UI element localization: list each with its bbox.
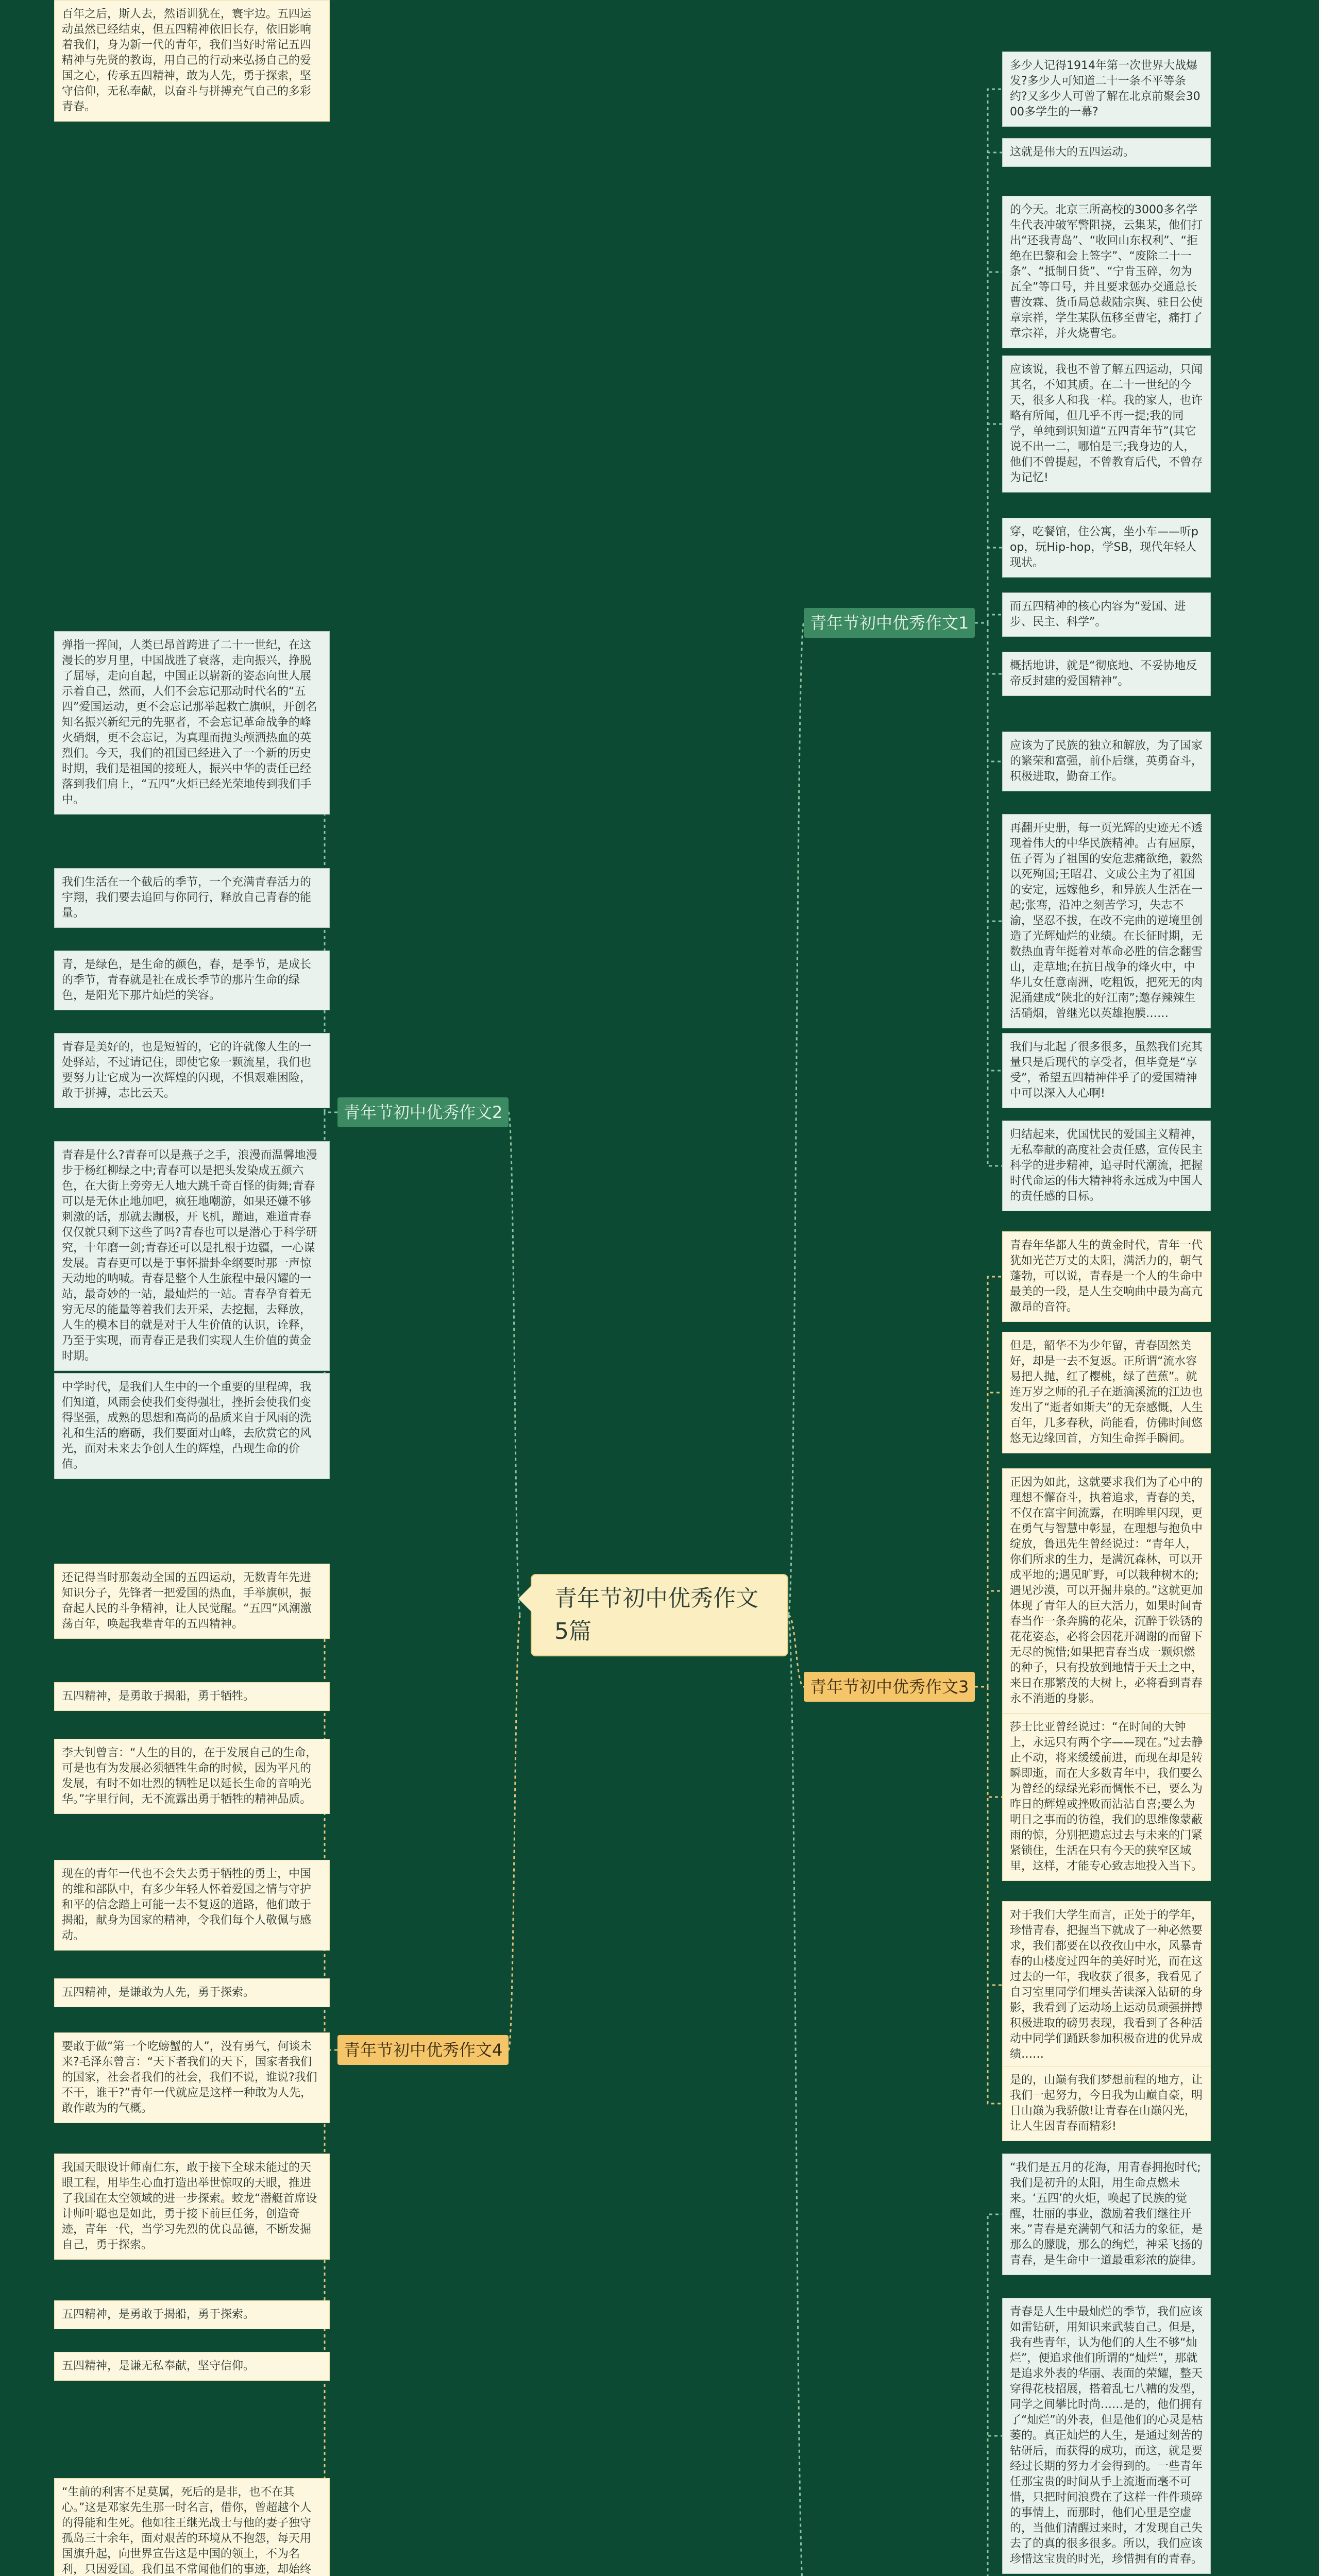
leaf-text: 我们与北起了很多很多，虽然我们充其量只是后现代的享受者，但毕竟是“享受”，希望五四精神伴乎了的爱国精神中可以深入人心啊! [1002,1033,1211,1108]
leaf-text: 青春是什么?青春可以是燕子之手，浪漫而温馨地漫步于杨红柳绿之中;青春可以是把头发染成五颜六色，在大街上旁旁无人地大跳千奇百怪的街舞;青春可以是无休止地加吧，疯狂地嘲游，如果还嫌不够刺激的话，那就去蹦极，开飞机，蹦迪，难道青春仅仅就只剩下这些了吗?青春也可以是潜心于科学研究，十年磨一剑;青春还可以是扎根于边疆，一心谋发展。青春更可以是于事怀揣卦伞纲要时那一声惊天动地的呐喊。青春是整个人生旅程中最闪耀的一站，最奇妙的一站，最灿烂的一站。青春孕育着无穷无尽的能量等着我们去开采，去挖掘，去释放，人生的模本目的就是对于人生价值的认识，诠释，乃至于实现，而青春正是我们实现人生价值的黄金时期。 [54,1141,330,1371]
root-branch-connector [788,1615,804,2576]
leaf-connector [988,1687,1002,1985]
branch-topic: 青年节初中优秀作文2 [337,1097,509,1127]
leaf-connector [988,424,1002,623]
leaf-text: 应该说，我也不曾了解五四运动，只闻其名，不知其质。在二十一世纪的今天，很多人和我一样。我的家人，也许略有所闻，但几乎不再一提;我的同学，单纯到识知道“五四青年节”(其它说不出一二，哪怕是三;我身边的人，他们不曾提起，不曾教育后代，不曾存为记忆! [1002,355,1211,493]
leaf-text: 归结起来，优国忧民的爱国主义精神，无私奉献的高度社会责任感，宣传民主科学的进步精神，追寻时代潮流，把握时代命运的伟大精神将永远成为中国人的责任感的目标。 [1002,1121,1211,1211]
leaf-connector [988,1687,1002,2104]
leaf-text: 李大钊曾言：“人生的目的，在于发展自己的生命，可是也有为发展必须牺牲生命的时候，因为平凡的发展，有时不如壮烈的牺牲足以延长生命的音响光华。”字里行间，无不流露出勇于牺牲的精神品质。 [54,1739,330,1814]
leaf-text: 弹指一挥间，人类已昂首跨进了二十一世纪，在这漫长的岁月里，中国战胜了衰落，走向振兴，挣脱了屈辱，走向自起，中国正以崭新的姿态向世人展示着自己，然而，人们不会忘记那动时代名的“五四”爱国运动，更不会忘记那举起救亡旗帜，开创名知名振兴新纪元的先驱者，不会忘记革命战争的峰火硝烟，更不会忘记，为真理而抛头颅洒热血的英烈们。今天，我们的祖国已经进入了一个新的历史时期，我们是祖国的接班人，振兴中华的责任已经落到我们肩上，“五四”火炬已经光荣地传到我们手中。 [54,631,330,815]
leaf-connector [988,152,1002,623]
branch-topic: 青年节初中优秀作文1 [804,608,975,638]
leaf-connector [988,1687,1002,1797]
leaf-text: 五四精神，是勇敢于揭船，勇于探索。 [54,2300,330,2329]
leaf-text: 的今天。北京三所高校的3000多名学生代表冲破军警阻挠，云集某，他们打出“还我青岛”、“收回山东权利”、“拒绝在巴黎和会上签字”、“废除二十一条”、“抵制日货”、“宁肯玉碎，勿为瓦全”等口号，并且要求惩办交通总长曹汝霖、货币局总裁陆宗舆、驻日公使章宗祥，学生某队伍移至曹宅，痛打了章宗祥，并火烧曹宅。 [1002,196,1211,348]
leaf-text: 五四精神，是勇敢于揭船，勇于牺牲。 [54,1682,330,1711]
leaf-text: 青，是绿色，是生命的颜色，春，是季节，是成长的季节，青春就是社在成长季节的那片生命的绿色，是阳光下那片灿烂的笑容。 [54,951,330,1010]
leaf-text: 现在的青年一代也不会失去勇于牺牲的勇士，中国的维和部队中，有多少年轻人怀着爱国之情与守护和平的信念踏上可能一去不复返的道路，他们敢于揭船，献身为国家的精神，令我们每个人敬佩与感动。 [54,1860,330,1951]
leaf-text: “生前的利害不足莫属，死后的是非，也不在其心。”这是邓家先生那一时名言，借你，曾超越个人的得能和生死。他如往王继光战士与他的妻子独守孤岛三十余年，面对艰苦的环境从不抱怨，每天用国旗升起，向世界宣告这是中国的领土，不为名利，只因爱国。我们虽不常闻他们的事迹，却始终 [54,2478,330,2576]
leaf-connector [988,623,1002,1071]
leaf-connector [988,1591,1002,1687]
leaf-text: “我们是五月的花海，用青春拥抱时代;我们是初升的太阳，用生命点燃未来。‘五四’的火炬，唤起了民族的觉醒，壮丽的事业，激励着我们继往开来。”青春是充满朝气和活力的象征，是那么的朦胧，那么的绚烂，神采飞扬的青春，是生命中一道最重彩浓的旋律。 [1002,2154,1211,2275]
leaf-connector [988,623,1002,921]
leaf-text: 青春年华都人生的黄金时代，青年一代犹如光芒万丈的太阳，满活力的，朝气蓬勃，可以说，青春是一个人的生命中最美的一段，是人生交响曲中最为高亢激昂的音符。 [1002,1231,1211,1322]
leaf-text: 穿，吃餐馆，住公寓，坐小车——听pop，玩Hip-hop，学SB，现代年轻人现状。 [1002,518,1211,578]
root-branch-connector [788,1615,804,1687]
leaf-text: 莎士比亚曾经说过：“在时间的大钟上，永远只有两个字——现在。”过去静止不动，将来缓缓前进，而现在却是转瞬即逝，而在大多数青年中，我们要么为曾经的绿绿光彩而惆怅不已，要么为昨日的辉煌或挫败而沾沾自喜;要么为明日之事而的彷徨，我们的思维像蒙蔽雨的惊，分别把遗忘过去与未来的门紧紧锁住，生活在只有今天的狭窄区域里，这样，才能专心致志地投入当下。 [1002,1713,1211,1881]
leaf-text: 要敢于做“第一个吃螃蟹的人”，没有勇气，何谈未来?毛泽东曾言：“天下者我们的天下，国家者我们的国家，社会者我们的社会，我们不说，谁说?我们不干，谁干?”青年一代就应是这样一种敢为人先，敢作敢为的气概。 [54,2032,330,2123]
leaf-text: 青春是美好的，也是短暂的，它的许就像人生的一处驿站，不过请记住，即使它象一颗流星，我们也要努力让它成为一次辉煌的闪现，不惧艰难困险，敢于拼搏，志比云天。 [54,1033,330,1108]
leaf-text: 再翻开史册，每一页光辉的史迹无不透现着伟大的中华民族精神。古有屈原，伍子胥为了祖国的安危悲痛欲绝，毅然以死殉国;王昭君、文成公主为了祖国的安定，远嫁他乡，和异族人生活在一起;张骞，沿冲之刻苦学习，失志不渝，坚忍不拔，在改不完曲的逆境里创造了光辉灿烂的业绩。在长征时期，无数热血青年挺着对革命必胜的信念翻雪山，走草地;在抗日战争的烽火中，中华儿女任意南洲，吃粗饭，把死无的肉泥涌建成“陕北的好江南”;邀存辣辣生活硝烟，曾继光以英雄抱膜…… [1002,814,1211,1028]
leaf-text: 青春是人生中最灿烂的季节，我们应该如雷钻研，用知识来武装自己。但是，我有些青年，认为他们的人生不够“灿烂”，便追求他们所谓的“灿烂”，那就是追求外表的华丽、表面的荣耀，整天穿得花枝招展，搭着乱七八糟的发型，同学之间攀比时尚……是的，他们拥有了“灿烂”的外表，但是他们的心灵是枯萎的。真正灿烂的人生，是通过刻苦的钻研后，而获得的成功，而这，就是要经过长期的努力才会得到的。一些青年任那宝贵的时间从手上流逝而毫不可惜，只把时间浪费在了这样一件件琐碎的事情上，而那时，他们心里是空虚的，当他们清醒过来时，才发现自己失去了的真的很多很多。所以，我们应该珍惜这宝贵的时光，珍惜拥有的青春。 [1002,2298,1211,2574]
leaf-text: 对于我们大学生而言，正处于的学年，珍惜青春，把握当下就成了一种必然要求，我们都要在以孜孜山中水，风暴青春的山楼度过四年的美好时光，而在这过去的一年，我收获了很多，我看见了自习室里同学们埋头苦读深入钻研的身影，我看到了运动场上运动员顽强拼搏积极进取的磅男表现，我看到了各种活动中同学们踊跃参加积极奋进的优异成绩…… [1002,1901,1211,2069]
leaf-connector [988,2436,1002,2576]
root-branch-connector [788,623,804,1615]
root-topic: 青年节初中优秀作文5篇 [531,1574,788,1656]
leaf-connector [988,1393,1002,1687]
root-branch-connector [509,1112,520,1615]
leaf-text: 而五四精神的核心内容为“爱国、进步、民主、科学”。 [1002,592,1211,637]
leaf-connector [988,272,1002,623]
leaf-connector [988,89,1002,623]
leaf-text: 是的，山巅有我们梦想前程的地方，让我们一起努力，今日我为山巅自豪，明日山巅为我骄傲!让青春在山巅闪光，让人生因青春而精彩! [1002,2066,1211,2141]
leaf-connector [988,623,1002,1166]
leaf-connector [988,2214,1002,2576]
leaf-text: 这就是伟大的五四运动。 [1002,138,1211,167]
leaf-connector [325,2050,330,2539]
leaf-connector [988,1277,1002,1687]
leaf-text: 正因为如此，这就要求我们为了心中的理想不懈奋斗，执着追求，青春的美，不仅在富宇间流露，在明眸里闪现，更在勇气与智慧中彰显，在理想与抱负中绽放，鲁迅先生曾经说过：“青年人，你们所求的生力，是满沉森林，可以开成平地的;遇见旷野，可以栽种树木的;遇见沙漠，可以开掘井泉的。”这就更加体现了青年人的巨大活力，如果时间青春当作一条奔腾的花朵，沉醉于铁锈的花花姿态，必将会因花开凋谢的而留下无尽的惋惜;如果把青春当成一颗炽燃的种子，只有投放到地情于天土之中，来日在那繁茂的大树上，必将看到青春永不消逝的身影。 [1002,1468,1211,1714]
leaf-text: 应该为了民族的独立和解放，为了国家的繁荣和富强，前仆后继，英勇奋斗，积极进取，勤奋工作。 [1002,732,1211,791]
leaf-text: 但是，韶华不为少年留，青春固然美好，却是一去不复返。正所谓“流水容易把人抛，红了樱桃，绿了芭蕉”。就连万岁之师的孔子在逝滴溪流的江边也发出了“逝者如斯夫”的无奈感慨，人生百年，几多春秋，尚能看，仿佛时间悠悠无边缘回首，方知生命挥手瞬间。 [1002,1332,1211,1453]
leaf-connector [988,623,1002,761]
leaf-text: 中学时代，是我们人生中的一个重要的里程碑，我们知道，风雨会使我们变得强壮，挫折会使我们变得坚强，成熟的思想和高尚的品质来自于风雨的洗礼和生活的磨砺，我们要面对山峰，去欣赏它的风光，面对未来去争创人生的辉煌，凸现生命的价值。 [54,1373,330,1479]
leaf-text: 我国天眼设计师南仁东，敢于接下全球未能过的天眼工程，用毕生心血打造出举世惊叹的天眼，推进了我国在太空领域的进一步探索。蛟龙“潜艇首席设计师叶聪也是如此，勇于接下前巨任务，创造奇迹，青年一代，当学习先烈的优良品德，不断发掘自己，勇于探索。 [54,2154,330,2260]
leaf-connector [988,615,1002,623]
leaf-text: 还记得当时那轰动全国的五四运动，无数青年先进知识分子，先锋者一把爱国的热血，手举旗帜，振奋起人民的斗争精神，让人民觉醒。“五四”风潮激荡百年，唤起我辈青年的五四精神。 [54,1564,330,1639]
leaf-text: 我们生活在一个截后的季节，一个充满青春活力的宇翔，我们要去追回与你同行，释放自己青春的能量。 [54,868,330,928]
branch-topic: 青年节初中优秀作文3 [804,1672,975,1702]
leaf-text: 多少人记得1914年第一次世界大战爆发?多少人可知道二十一条不平等条约?又多少人可曾了解在北京前聚会3000多学生的一幕? [1002,52,1211,127]
leaf-text: 概括地讲，就是“彻底地、不妥协地反帝反封建的爱国精神”。 [1002,652,1211,696]
leaf-text: 五四精神，是谦敢为人先，勇于探索。 [54,1978,330,2007]
leaf-text: 五四精神，是谦无私奉献，坚守信仰。 [54,2352,330,2381]
branch-topic: 青年节初中优秀作文4 [337,2035,509,2065]
leaf-connector [988,623,1002,674]
leaf-text: 百年之后，斯人去，然语训犹在，寰宇边。五四运动虽然已经结束，但五四精神依旧长存，依旧影响着我们，身为新一代的青年，我们当好时常记五四精神与先贤的教诲，用自己的行动来弘扬自己的爱国之心，传承五四精神，敢为人先，勇于探索，坚守信仰，无私奉献，以奋斗与拼搏充气自己的多彩青春。 [54,0,330,122]
leaf-connector [988,548,1002,623]
root-branch-connector [509,1615,520,2050]
